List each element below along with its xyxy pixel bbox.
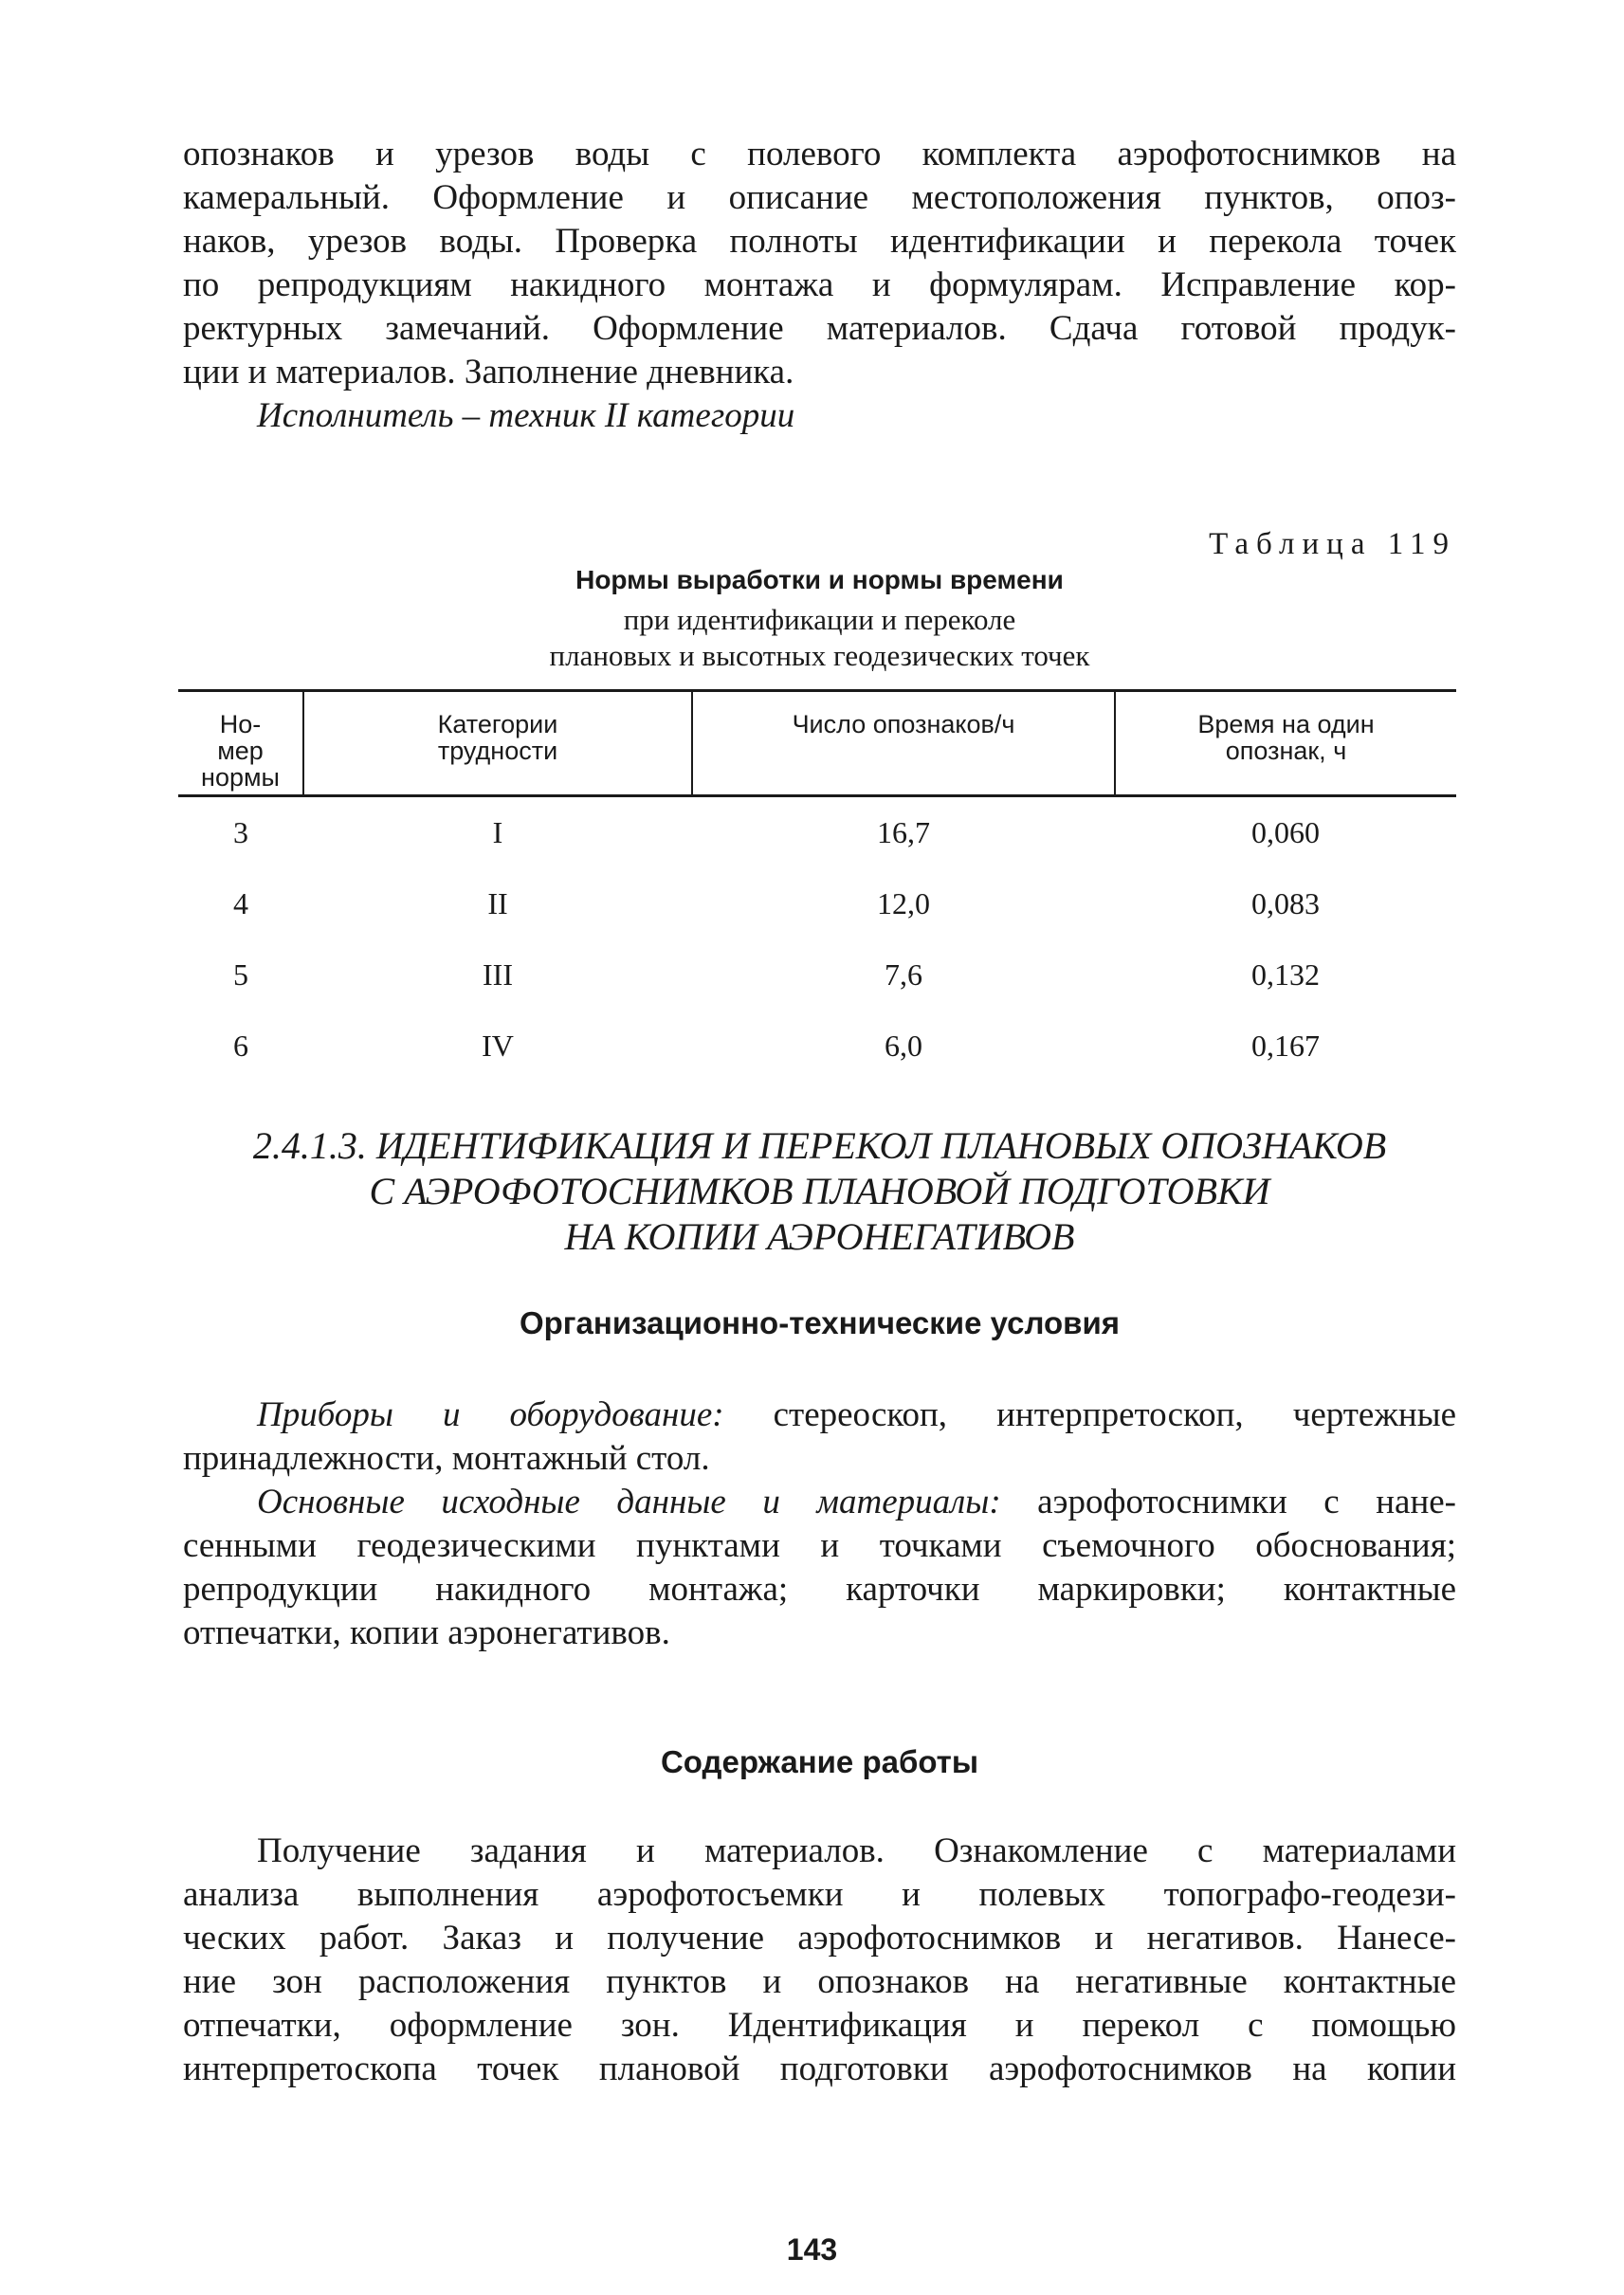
table-row	[178, 1011, 1456, 1082]
header-time-per-point: Время на один опознак, ч	[1115, 691, 1456, 796]
cell-cat: III	[483, 957, 513, 992]
cell-time: 0,132	[1251, 957, 1320, 992]
text-line: сенными геодезическими пунктами и точками съемочного обоснования;	[183, 1526, 1456, 1565]
cell-time: 0,167	[1251, 1029, 1320, 1063]
text-line: анализа выполнения аэрофотосъемки и полевых топографо-геодези-	[183, 1875, 1456, 1914]
section-heading: 2.4.1.3. ИДЕНТИФИКАЦИЯ И ПЕРЕКОЛ ПЛАНОВЫХ ОПОЗНАКОВ С АЭРОФОТОСНИМКОВ ПЛАНОВОЙ ПОДГОТОВКИ НА КОПИИ АЭРОНЕГАТИВОВ	[252, 1124, 1387, 1258]
cell-time: 0,083	[1251, 886, 1320, 920]
cell-cat: IV	[482, 1029, 514, 1063]
page-number: 143	[786, 2232, 838, 2267]
table-caption-line: при идентификации и переколе	[623, 603, 1016, 636]
subheading-conditions: Организационно-технические условия	[519, 1305, 1120, 1340]
executor-line: Исполнитель – техник II категории	[257, 396, 795, 435]
text-line: Получение задания и материалов. Ознакомление с материалами	[257, 1831, 1456, 1870]
header-norm-number: Но- мер нормы	[178, 691, 303, 796]
text-line: камеральный. Оформление и описание местоположения пунктов, опоз-	[183, 178, 1456, 217]
cell-cat: II	[487, 886, 508, 920]
cell-count: 12,0	[877, 886, 930, 920]
text-line: ректурных замечаний. Оформление материалов. Сдача готовой продук-	[183, 309, 1456, 348]
norms-table	[178, 689, 1456, 1082]
work-paragraph	[183, 1830, 1456, 2091]
table-header-row	[178, 691, 1456, 796]
text-line: ческих работ. Заказ и получение аэрофотоснимков и негативов. Нанесе-	[183, 1919, 1456, 1958]
header-count-per-hour: Число опознаков/ч	[692, 691, 1115, 796]
cell-num: 6	[233, 1029, 248, 1063]
cell-count: 6,0	[885, 1029, 922, 1063]
table-row	[178, 868, 1456, 939]
text-line: интерпретоскопа точек плановой подготовки аэрофотоснимков на копии	[183, 2049, 1456, 2088]
cell-count: 16,7	[877, 815, 930, 849]
subheading-work: Содержание работы	[660, 1744, 979, 1779]
text-line: ние зон расположения пунктов и опознаков на негативные контактные	[183, 1962, 1456, 2001]
header-difficulty-category: Категории трудности	[303, 691, 692, 796]
table-row	[178, 939, 1456, 1011]
conditions-paragraph	[183, 1393, 1456, 1655]
text-line: отпечатки, копии аэронегативов.	[183, 1613, 670, 1652]
table-row	[178, 796, 1456, 869]
text-line: по репродукциям накидного монтажа и формулярам. Исправление кор-	[183, 265, 1456, 304]
table-caption-line: плановых и высотных геодезических точек	[549, 639, 1090, 672]
text-line: принадлежности, монтажный стол.	[183, 1439, 710, 1478]
text-line: ции и материалов. Заполнение дневника.	[183, 353, 794, 392]
text-line: опознаков и урезов воды с полевого комплекта аэрофотоснимков на	[183, 135, 1456, 173]
top-paragraph	[183, 133, 1456, 438]
table-label: Таблица 119	[1209, 527, 1456, 561]
cell-num: 3	[233, 815, 248, 849]
cell-time: 0,060	[1251, 815, 1320, 849]
text-line: репродукции накидного монтажа; карточки маркировки; контактные	[183, 1570, 1456, 1609]
cell-cat: I	[492, 815, 503, 849]
text-line: Основные исходные данные и материалы: аэрофотоснимки с нане-	[257, 1483, 1457, 1521]
cell-num: 5	[233, 957, 248, 992]
text-line: Приборы и оборудование: стереоскоп, интерпретоскоп, чертежные	[257, 1395, 1456, 1434]
table-caption-title: Нормы выработки и нормы времени	[575, 565, 1064, 594]
text-line: наков, урезов воды. Проверка полноты идентификации и перекола точек	[183, 222, 1456, 261]
cell-count: 7,6	[885, 957, 922, 992]
cell-num: 4	[233, 886, 248, 920]
text-line: отпечатки, оформление зон. Идентификация и перекол с помощью	[183, 2006, 1456, 2045]
